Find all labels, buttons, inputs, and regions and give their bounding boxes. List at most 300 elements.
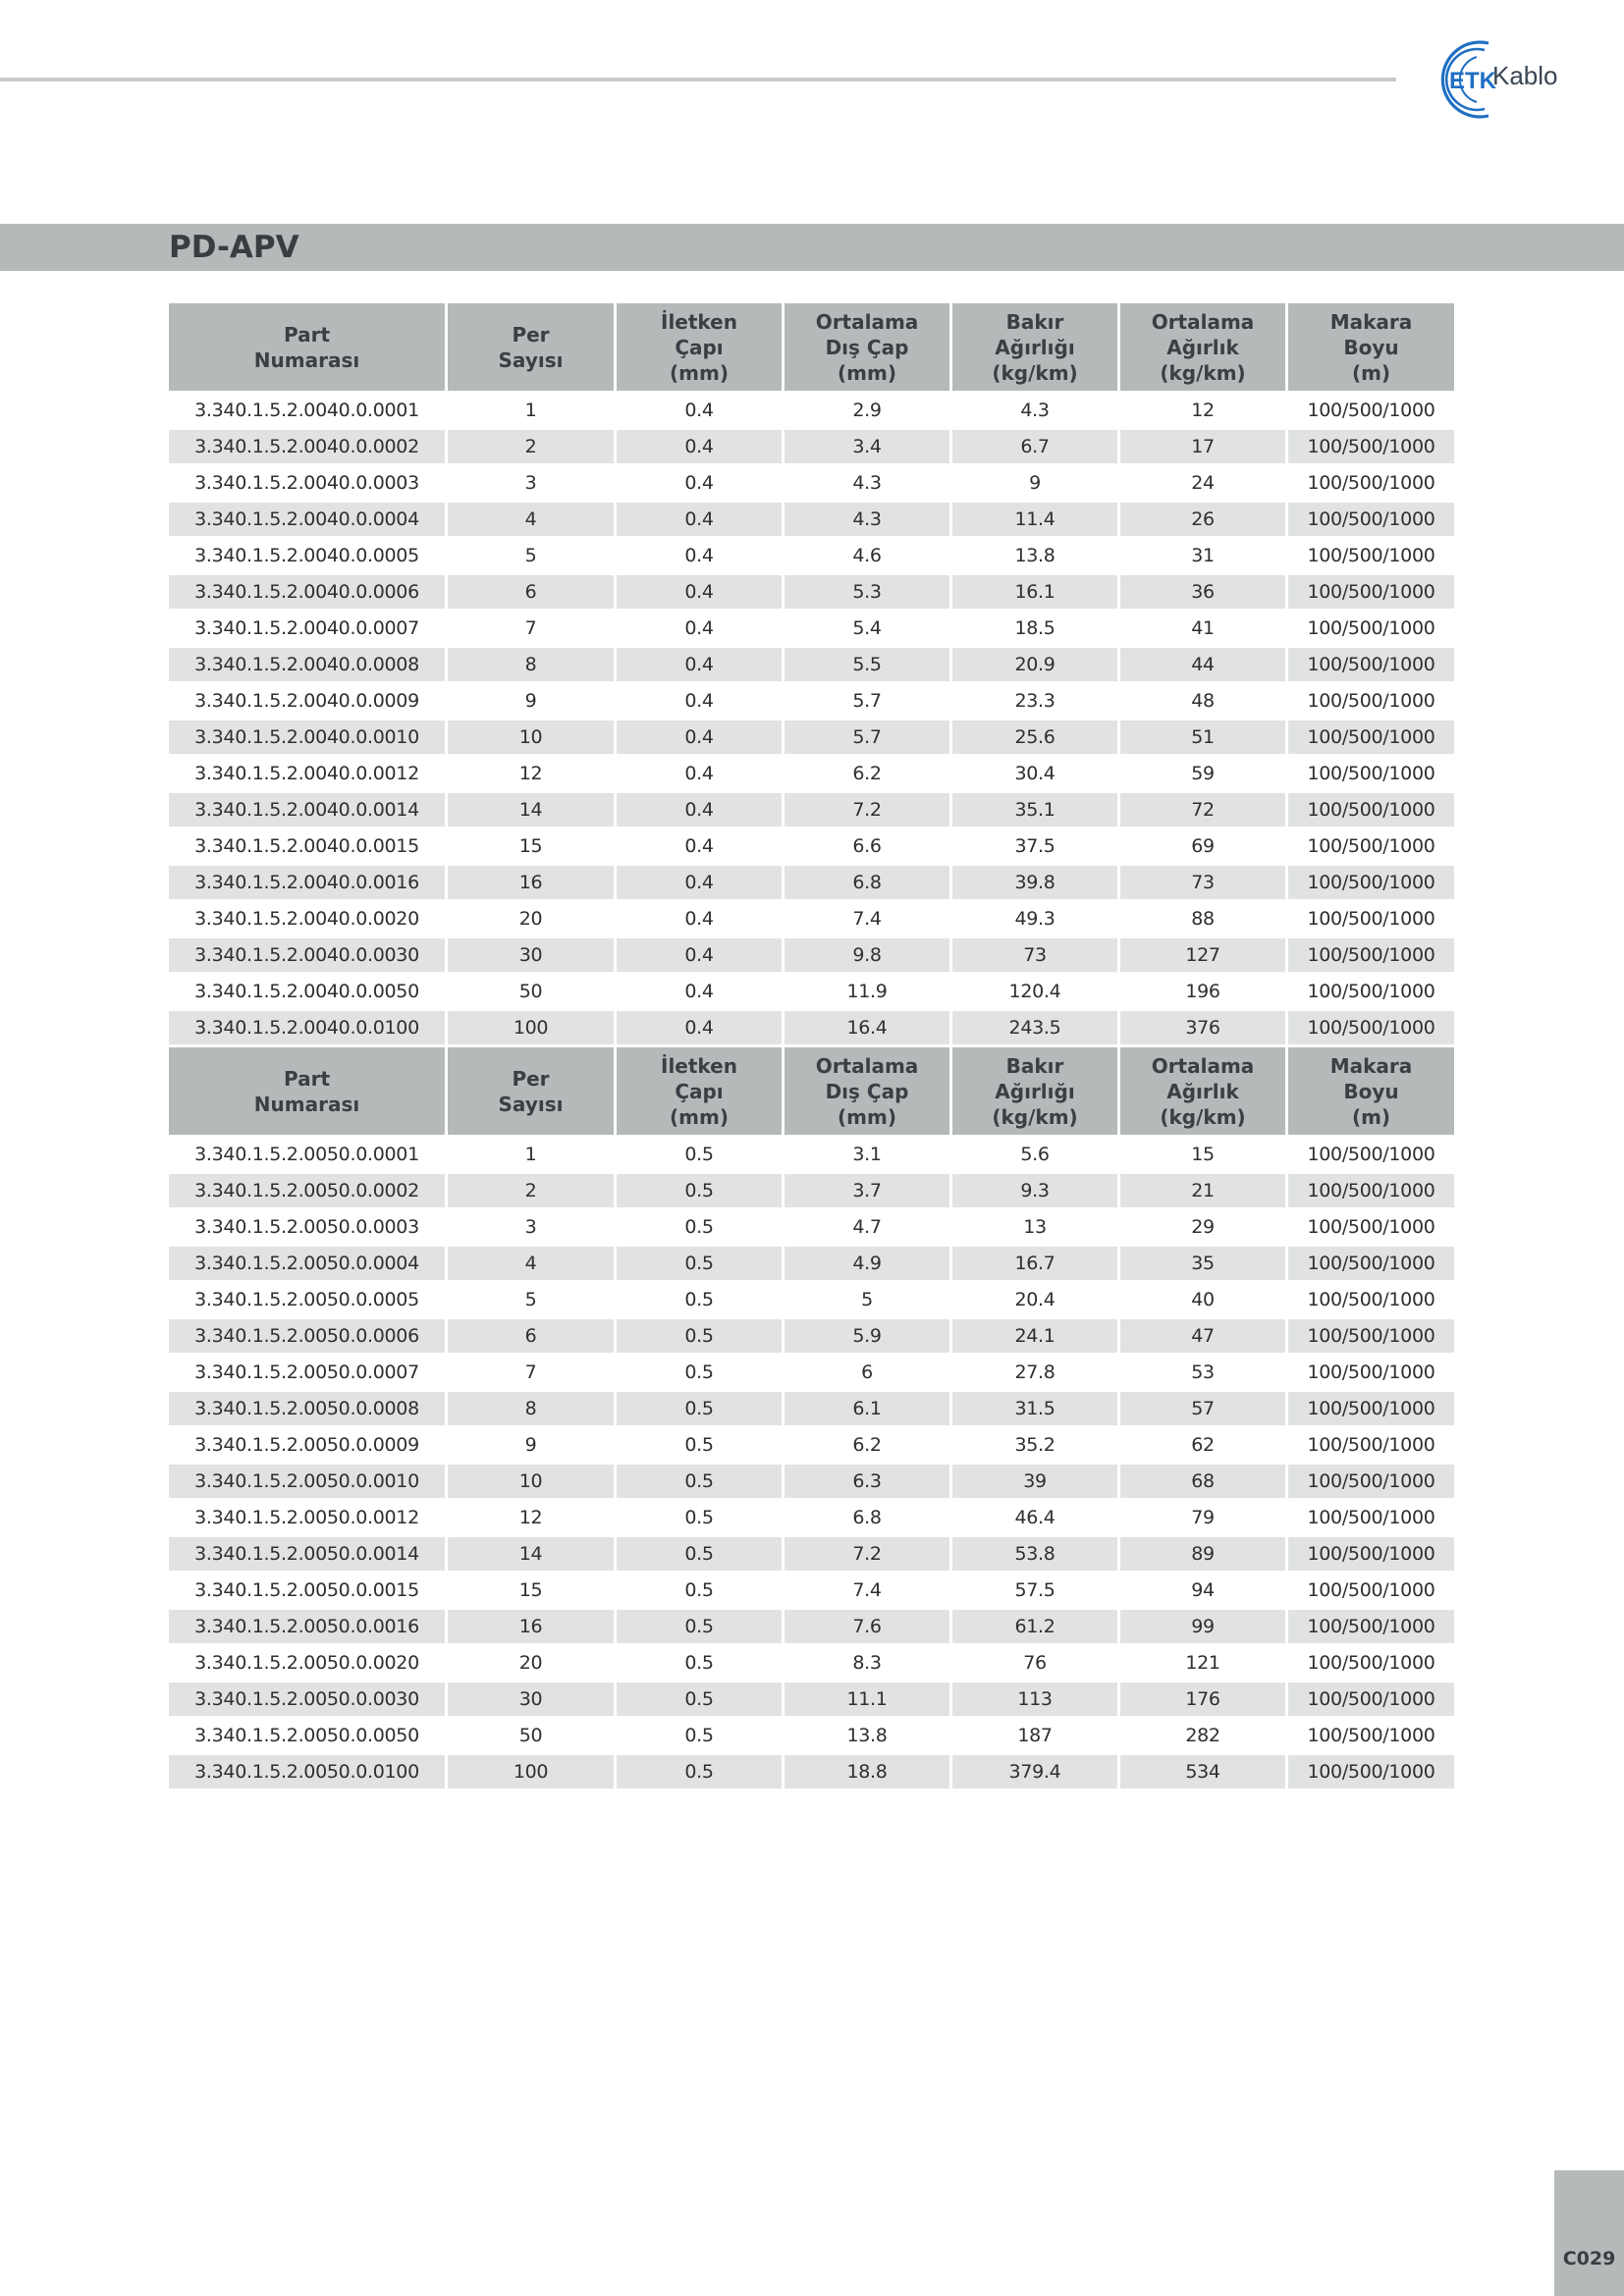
header-average-weight <box>1120 303 1285 391</box>
header-line: Bakır <box>1005 1053 1064 1078</box>
table-cell: 6.7 <box>952 430 1117 463</box>
table-cell: 176 <box>1120 1682 1285 1716</box>
header-line: Sayısı <box>498 347 564 372</box>
table-cell: 0.4 <box>617 1011 782 1044</box>
table-cell: 1 <box>448 1138 614 1171</box>
table-cell: 100/500/1000 <box>1288 575 1454 609</box>
table-cell: 3.340.1.5.2.0040.0.0006 <box>169 575 445 609</box>
table-row <box>169 975 1454 1008</box>
table-cell: 3.340.1.5.2.0050.0.0005 <box>169 1283 445 1316</box>
header-line: Ağırlığı <box>995 335 1075 359</box>
table-cell: 57.5 <box>952 1574 1117 1607</box>
table-cell: 100/500/1000 <box>1288 1011 1454 1044</box>
table-cell: 3.340.1.5.2.0040.0.0003 <box>169 466 445 500</box>
table-cell: 4.7 <box>785 1210 949 1244</box>
table-cell: 5.3 <box>785 575 949 609</box>
table-cell: 3.340.1.5.2.0040.0.0002 <box>169 430 445 463</box>
table-row <box>169 938 1454 972</box>
table-cell: 6.3 <box>785 1465 949 1498</box>
table-cell: 59 <box>1120 757 1285 790</box>
table-cell: 48 <box>1120 684 1285 718</box>
table-cell: 16.4 <box>785 1011 949 1044</box>
table-cell: 0.5 <box>617 1174 782 1207</box>
table-cell: 100/500/1000 <box>1288 1719 1454 1752</box>
table-cell: 51 <box>1120 721 1285 754</box>
table-cell: 18.8 <box>785 1755 949 1789</box>
header-pair-count <box>448 303 614 391</box>
table-cell: 100/500/1000 <box>1288 1319 1454 1353</box>
table-row <box>169 1646 1454 1680</box>
table-cell: 3.340.1.5.2.0050.0.0100 <box>169 1755 445 1789</box>
table-row <box>169 539 1454 572</box>
table-cell: 3.340.1.5.2.0050.0.0008 <box>169 1392 445 1425</box>
table-cell: 0.5 <box>617 1610 782 1643</box>
table-cell: 100/500/1000 <box>1288 684 1454 718</box>
table-cell: 100/500/1000 <box>1288 430 1454 463</box>
table-cell: 11.4 <box>952 503 1117 536</box>
header-outer-diameter <box>785 303 949 391</box>
table-row <box>169 757 1454 790</box>
header-line: Ortalama <box>1151 309 1255 334</box>
table-cell: 4.3 <box>785 503 949 536</box>
table-cell: 47 <box>1120 1319 1285 1353</box>
table-cell: 36 <box>1120 575 1285 609</box>
table-cell: 100/500/1000 <box>1288 1138 1454 1171</box>
table-cell: 0.5 <box>617 1392 782 1425</box>
header-line: Dış Çap <box>825 1079 909 1103</box>
header-line: Ortalama <box>815 309 919 334</box>
table-row <box>169 1428 1454 1462</box>
table-cell: 10 <box>448 1465 614 1498</box>
table-cell: 79 <box>1120 1501 1285 1534</box>
table-cell: 24 <box>1120 466 1285 500</box>
table-cell: 0.4 <box>617 757 782 790</box>
table-row <box>169 1574 1454 1607</box>
table-cell: 14 <box>448 1537 614 1571</box>
header-line: Çapı <box>675 335 724 359</box>
table-cell: 7 <box>448 1356 614 1389</box>
table-cell: 100/500/1000 <box>1288 1283 1454 1316</box>
table-cell: 0.5 <box>617 1210 782 1244</box>
table-cell: 376 <box>1120 1011 1285 1044</box>
table-cell: 24.1 <box>952 1319 1117 1353</box>
table-cell: 15 <box>448 829 614 863</box>
table-row <box>169 1247 1454 1280</box>
table-cell: 3.340.1.5.2.0050.0.0007 <box>169 1356 445 1389</box>
table-cell: 72 <box>1120 793 1285 827</box>
table-cell: 100/500/1000 <box>1288 1682 1454 1716</box>
table-cell: 4.9 <box>785 1247 949 1280</box>
header-conductor-diameter <box>617 303 782 391</box>
header-reel-length <box>1288 303 1454 391</box>
table-cell: 9.8 <box>785 938 949 972</box>
table-cell: 53 <box>1120 1356 1285 1389</box>
table-cell: 99 <box>1120 1610 1285 1643</box>
table-cell: 6.6 <box>785 829 949 863</box>
table-cell: 0.4 <box>617 793 782 827</box>
table-row <box>169 866 1454 899</box>
table-cell: 0.5 <box>617 1537 782 1571</box>
table-cell: 100/500/1000 <box>1288 466 1454 500</box>
table-cell: 100/500/1000 <box>1288 902 1454 935</box>
table-cell: 100/500/1000 <box>1288 1465 1454 1498</box>
header-line: Part <box>283 322 331 347</box>
table-cell: 100/500/1000 <box>1288 1574 1454 1607</box>
table-cell: 0.5 <box>617 1501 782 1534</box>
table-cell: 68 <box>1120 1465 1285 1498</box>
table-cell: 39 <box>952 1465 1117 1498</box>
table-cell: 16.1 <box>952 575 1117 609</box>
table-cell: 49.3 <box>952 902 1117 935</box>
table-row <box>169 902 1454 935</box>
table-cell: 5.9 <box>785 1319 949 1353</box>
header-copper-weight <box>952 303 1117 391</box>
header-outer-diameter <box>785 1047 949 1135</box>
table-cell: 30 <box>448 1682 614 1716</box>
header-line: Makara <box>1329 309 1413 334</box>
table-cell: 4.3 <box>952 394 1117 427</box>
table-cell: 20.9 <box>952 648 1117 681</box>
table-row <box>169 721 1454 754</box>
table-cell: 3.340.1.5.2.0040.0.0008 <box>169 648 445 681</box>
table-cell: 29 <box>1120 1210 1285 1244</box>
table-cell: 100/500/1000 <box>1288 503 1454 536</box>
table-cell: 6 <box>448 1319 614 1353</box>
table-cell: 8 <box>448 1392 614 1425</box>
table-cell: 3.340.1.5.2.0040.0.0014 <box>169 793 445 827</box>
table-row <box>169 1283 1454 1316</box>
table-cell: 35.1 <box>952 793 1117 827</box>
header-line: (kg/km) <box>1160 360 1246 385</box>
header-part-number <box>169 1047 445 1135</box>
table-cell: 3.340.1.5.2.0040.0.0004 <box>169 503 445 536</box>
table-cell: 3.340.1.5.2.0050.0.0030 <box>169 1682 445 1716</box>
table-cell: 0.5 <box>617 1138 782 1171</box>
table-cell: 4 <box>448 1247 614 1280</box>
table-cell: 0.4 <box>617 612 782 645</box>
table-cell: 6 <box>785 1356 949 1389</box>
table-row <box>169 1174 1454 1207</box>
header-line: İletken <box>661 309 737 334</box>
table-cell: 16 <box>448 866 614 899</box>
table-row <box>169 829 1454 863</box>
table-cell: 0.4 <box>617 938 782 972</box>
table-cell: 3.1 <box>785 1138 949 1171</box>
table-cell: 100/500/1000 <box>1288 1247 1454 1280</box>
table-cell: 94 <box>1120 1574 1285 1607</box>
table-row <box>169 1356 1454 1389</box>
table-cell: 61.2 <box>952 1610 1117 1643</box>
table-cell: 3.4 <box>785 430 949 463</box>
table-cell: 0.5 <box>617 1646 782 1680</box>
table-cell: 3.340.1.5.2.0050.0.0002 <box>169 1174 445 1207</box>
logo-text: Kablo <box>1492 61 1558 90</box>
table-cell: 0.4 <box>617 430 782 463</box>
header-line: Ortalama <box>1151 1053 1255 1078</box>
header-line: Per <box>512 322 550 347</box>
table-row <box>169 1138 1454 1171</box>
table-cell: 5.5 <box>785 648 949 681</box>
table-cell: 121 <box>1120 1646 1285 1680</box>
table-row <box>169 394 1454 427</box>
header-line: Bakır <box>1005 309 1064 334</box>
table-cell: 100/500/1000 <box>1288 975 1454 1008</box>
table-row <box>169 575 1454 609</box>
table-cell: 0.5 <box>617 1755 782 1789</box>
table-cell: 3.340.1.5.2.0040.0.0100 <box>169 1011 445 1044</box>
table-cell: 0.4 <box>617 648 782 681</box>
table-cell: 6.2 <box>785 1428 949 1462</box>
table-cell: 11.9 <box>785 975 949 1008</box>
header-line: (kg/km) <box>992 360 1078 385</box>
table-cell: 3.340.1.5.2.0040.0.0012 <box>169 757 445 790</box>
table-cell: 5.7 <box>785 721 949 754</box>
table-cell: 2 <box>448 430 614 463</box>
table-cell: 3.340.1.5.2.0040.0.0020 <box>169 902 445 935</box>
table-cell: 196 <box>1120 975 1285 1008</box>
table-cell: 1 <box>448 394 614 427</box>
table-cell: 3.340.1.5.2.0050.0.0004 <box>169 1247 445 1280</box>
table-cell: 3.340.1.5.2.0040.0.0005 <box>169 539 445 572</box>
table-row <box>169 466 1454 500</box>
table-cell: 3.340.1.5.2.0050.0.0014 <box>169 1537 445 1571</box>
top-rule <box>0 78 1396 81</box>
table-cell: 2.9 <box>785 394 949 427</box>
header-line: Ağırlık <box>1166 1079 1239 1103</box>
table-row <box>169 1537 1454 1571</box>
table-cell: 100/500/1000 <box>1288 1646 1454 1680</box>
table-cell: 50 <box>448 1719 614 1752</box>
table-cell: 9 <box>448 1428 614 1462</box>
table-cell: 0.5 <box>617 1574 782 1607</box>
header-line: (m) <box>1351 1104 1391 1129</box>
header-line: İletken <box>661 1053 737 1078</box>
table-row <box>169 1719 1454 1752</box>
header-line: Per <box>512 1066 550 1091</box>
table-cell: 6.8 <box>785 866 949 899</box>
table-cell: 100/500/1000 <box>1288 1537 1454 1571</box>
header-line: Part <box>283 1066 331 1091</box>
table-cell: 17 <box>1120 430 1285 463</box>
table-row <box>169 1319 1454 1353</box>
table-cell: 3.340.1.5.2.0050.0.0012 <box>169 1501 445 1534</box>
table-cell: 100/500/1000 <box>1288 1501 1454 1534</box>
table-cell: 7 <box>448 612 614 645</box>
table-cell: 31 <box>1120 539 1285 572</box>
table-cell: 12 <box>448 1501 614 1534</box>
table-cell: 35.2 <box>952 1428 1117 1462</box>
table-cell: 6 <box>448 575 614 609</box>
table-cell: 3.340.1.5.2.0050.0.0010 <box>169 1465 445 1498</box>
table-row <box>169 1501 1454 1534</box>
table-cell: 20.4 <box>952 1283 1117 1316</box>
header-line: Çapı <box>675 1079 724 1103</box>
table-cell: 73 <box>1120 866 1285 899</box>
table-cell: 88 <box>1120 902 1285 935</box>
table-cell: 12 <box>1120 394 1285 427</box>
table-cell: 11.1 <box>785 1682 949 1716</box>
table-cell: 3.340.1.5.2.0040.0.0015 <box>169 829 445 863</box>
table-row <box>169 1610 1454 1643</box>
table-cell: 3.340.1.5.2.0040.0.0010 <box>169 721 445 754</box>
table-cell: 15 <box>448 1574 614 1607</box>
table-cell: 243.5 <box>952 1011 1117 1044</box>
table-cell: 16 <box>448 1610 614 1643</box>
table-cell: 3.340.1.5.2.0050.0.0006 <box>169 1319 445 1353</box>
header-line: (m) <box>1351 360 1391 385</box>
table-cell: 0.4 <box>617 394 782 427</box>
header-line: (mm) <box>838 1104 896 1129</box>
header-line: Sayısı <box>498 1092 564 1116</box>
table-cell: 53.8 <box>952 1537 1117 1571</box>
table-cell: 44 <box>1120 648 1285 681</box>
table-cell: 7.2 <box>785 1537 949 1571</box>
table-cell: 39.8 <box>952 866 1117 899</box>
table-cell: 7.6 <box>785 1610 949 1643</box>
table-cell: 0.4 <box>617 684 782 718</box>
header-line: Boyu <box>1343 1079 1399 1103</box>
table-cell: 100/500/1000 <box>1288 1356 1454 1389</box>
table-cell: 100/500/1000 <box>1288 539 1454 572</box>
table-cell: 100 <box>448 1011 614 1044</box>
table-cell: 9 <box>448 684 614 718</box>
table-cell: 0.5 <box>617 1247 782 1280</box>
table-cell: 0.4 <box>617 503 782 536</box>
header-line: Makara <box>1329 1053 1413 1078</box>
table-cell: 4.6 <box>785 539 949 572</box>
table-cell: 21 <box>1120 1174 1285 1207</box>
table-cell: 5 <box>448 1283 614 1316</box>
header-line: Numarası <box>253 1092 360 1116</box>
header-line: (kg/km) <box>992 1104 1078 1129</box>
table-cell: 187 <box>952 1719 1117 1752</box>
table-cell: 3 <box>448 1210 614 1244</box>
table-cell: 0.4 <box>617 539 782 572</box>
table-cell: 62 <box>1120 1428 1285 1462</box>
header-row <box>169 1047 1454 1135</box>
table-cell: 534 <box>1120 1755 1285 1789</box>
table-cell: 100/500/1000 <box>1288 866 1454 899</box>
table-cell: 100/500/1000 <box>1288 1392 1454 1425</box>
table-cell: 89 <box>1120 1537 1285 1571</box>
table-row <box>169 793 1454 827</box>
table-cell: 282 <box>1120 1719 1285 1752</box>
table-cell: 2 <box>448 1174 614 1207</box>
table-cell: 3.7 <box>785 1174 949 1207</box>
table-cell: 3.340.1.5.2.0050.0.0003 <box>169 1210 445 1244</box>
table-cell: 30 <box>448 938 614 972</box>
table-cell: 0.4 <box>617 721 782 754</box>
table-cell: 4 <box>448 503 614 536</box>
table-cell: 13 <box>952 1210 1117 1244</box>
table-cell: 35 <box>1120 1247 1285 1280</box>
table-cell: 0.5 <box>617 1283 782 1316</box>
header-line: (mm) <box>670 1104 729 1129</box>
header-line: Ortalama <box>815 1053 919 1078</box>
table-cell: 6.8 <box>785 1501 949 1534</box>
header-line: Numarası <box>253 347 360 372</box>
table-cell: 57 <box>1120 1392 1285 1425</box>
table-cell: 3.340.1.5.2.0050.0.0016 <box>169 1610 445 1643</box>
table-row <box>169 1210 1454 1244</box>
table-cell: 37.5 <box>952 829 1117 863</box>
table-cell: 100/500/1000 <box>1288 829 1454 863</box>
table-cell: 10 <box>448 721 614 754</box>
table-cell: 73 <box>952 938 1117 972</box>
header-average-weight <box>1120 1047 1285 1135</box>
table-cell: 7.2 <box>785 793 949 827</box>
header-line: Dış Çap <box>825 335 909 359</box>
table-cell: 40 <box>1120 1283 1285 1316</box>
table-cell: 100/500/1000 <box>1288 648 1454 681</box>
table-cell: 100/500/1000 <box>1288 1610 1454 1643</box>
table-row <box>169 1682 1454 1716</box>
table-cell: 50 <box>448 975 614 1008</box>
header-line: (mm) <box>670 360 729 385</box>
table-cell: 5.6 <box>952 1138 1117 1171</box>
table-cell: 8.3 <box>785 1646 949 1680</box>
table-cell: 18.5 <box>952 612 1117 645</box>
table-cell: 5.4 <box>785 612 949 645</box>
table-cell: 379.4 <box>952 1755 1117 1789</box>
page-title: PD-APV <box>169 230 299 265</box>
table-cell: 12 <box>448 757 614 790</box>
table-cell: 0.5 <box>617 1356 782 1389</box>
table-cell: 27.8 <box>952 1356 1117 1389</box>
table-cell: 3.340.1.5.2.0050.0.0009 <box>169 1428 445 1462</box>
header-line: (kg/km) <box>1160 1104 1246 1129</box>
table-cell: 100/500/1000 <box>1288 394 1454 427</box>
table-cell: 0.4 <box>617 575 782 609</box>
page-number: C029 <box>1562 2248 1616 2269</box>
table-cell: 100/500/1000 <box>1288 938 1454 972</box>
table-cell: 0.5 <box>617 1719 782 1752</box>
table-cell: 14 <box>448 793 614 827</box>
table-cell: 6.2 <box>785 757 949 790</box>
table-cell: 25.6 <box>952 721 1117 754</box>
table-cell: 0.4 <box>617 866 782 899</box>
table-cell: 13.8 <box>785 1719 949 1752</box>
table-cell: 3.340.1.5.2.0050.0.0050 <box>169 1719 445 1752</box>
table-cell: 3.340.1.5.2.0040.0.0050 <box>169 975 445 1008</box>
header-row <box>169 303 1454 391</box>
table-cell: 23.3 <box>952 684 1117 718</box>
table-cell: 7.4 <box>785 1574 949 1607</box>
header-line: Ağırlığı <box>995 1079 1075 1103</box>
table-row <box>169 684 1454 718</box>
header-copper-weight <box>952 1047 1117 1135</box>
table-row <box>169 430 1454 463</box>
table-cell: 113 <box>952 1682 1117 1716</box>
table-cell: 0.5 <box>617 1428 782 1462</box>
table-cell: 8 <box>448 648 614 681</box>
table-cell: 100 <box>448 1755 614 1789</box>
table-cell: 0.4 <box>617 975 782 1008</box>
table-cell: 127 <box>1120 938 1285 972</box>
table-cell: 100/500/1000 <box>1288 1428 1454 1462</box>
table-row <box>169 612 1454 645</box>
table-cell: 3.340.1.5.2.0040.0.0016 <box>169 866 445 899</box>
table-cell: 3.340.1.5.2.0050.0.0015 <box>169 1574 445 1607</box>
table-cell: 9 <box>952 466 1117 500</box>
table-cell: 16.7 <box>952 1247 1117 1280</box>
table-cell: 5.7 <box>785 684 949 718</box>
table-cell: 3 <box>448 466 614 500</box>
table-cell: 3.340.1.5.2.0050.0.0001 <box>169 1138 445 1171</box>
table-cell: 6.1 <box>785 1392 949 1425</box>
header-line: Boyu <box>1343 335 1399 359</box>
table-cell: 9.3 <box>952 1174 1117 1207</box>
